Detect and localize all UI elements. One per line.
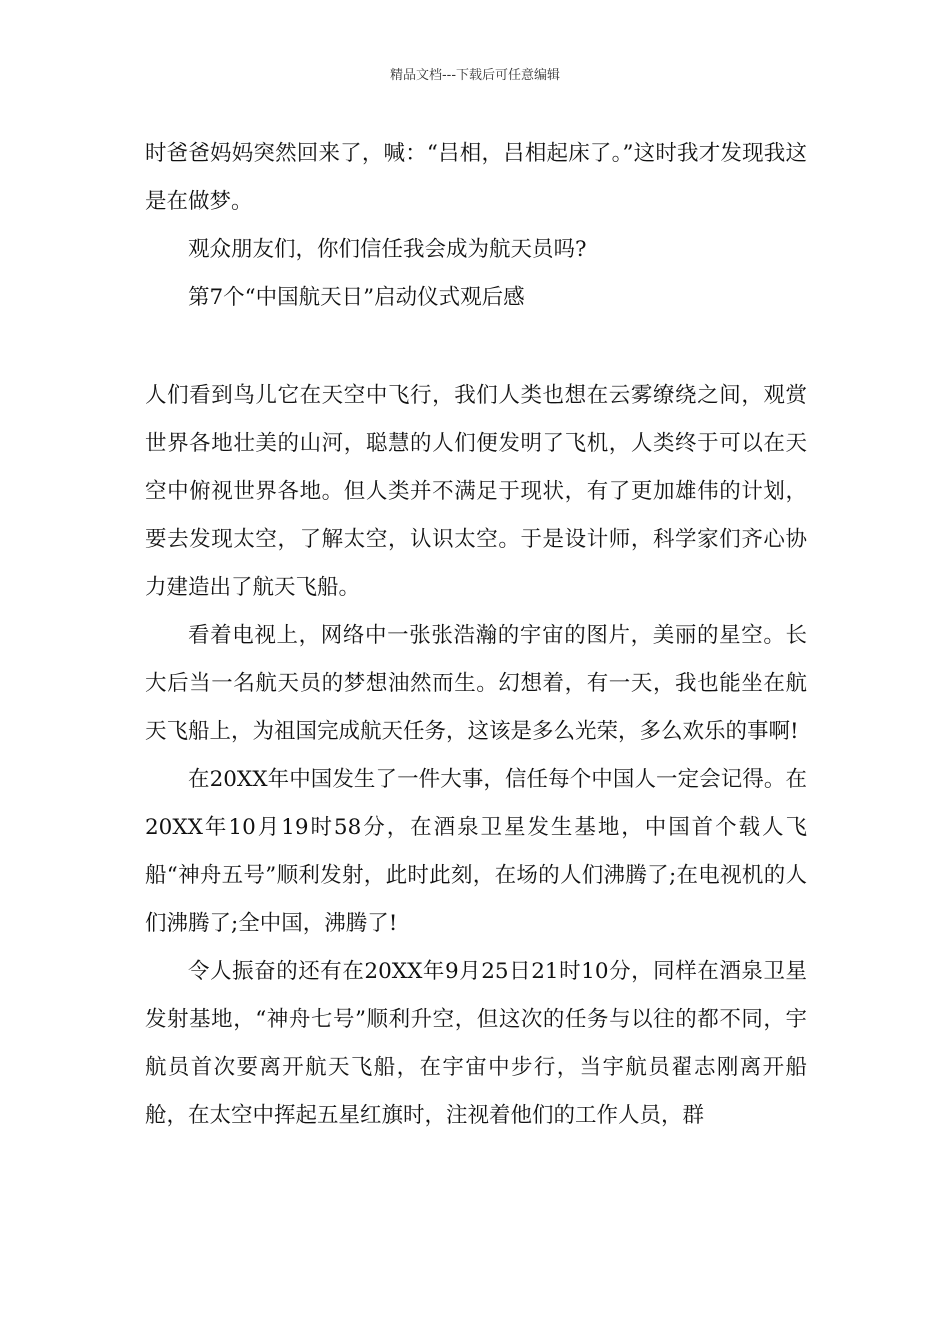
paragraph-flight-history: 人们看到鸟儿它在天空中飞行，我们人类也想在云雾缭绕之间，观赏世界各地壮美的山河，聪慧的人们便发明了飞机，人类终于可以在天空中俯视世界各地。但人类并不满足于现状，有了更加雄伟的计划，要去发现太空，了解太空，认识太空。于是设计师，科学家们齐心协力建造出了航天飞船。 xyxy=(145,383,807,600)
paragraph-shenzhou-seven: 令人振奋的还有在20XX年9月25日21时10分，同样在酒泉卫星发射基地，“神舟七号”顺利升空，但这次的任务与以往的都不同，宇航员首次要离开航天飞船，在宇宙中步行，当宇航员翟志刚离开船舱，在太空中挥起五星红旗时，注视着他们的工作人员，群 xyxy=(145,959,807,1128)
document-body xyxy=(145,130,807,1140)
paragraph-astronaut-dream: 看着电视上，网络中一张张浩瀚的宇宙的图片，美丽的星空。长大后当一名航天员的梦想油然而生。幻想着，有一天，我也能坐在航天飞船上，为祖国完成航天任务，这该是多么光荣，多么欢乐的事啊! xyxy=(145,623,807,744)
paragraph-dream-ending: 时爸爸妈妈突然回来了，喊：“吕相，吕相起床了。”这时我才发现我这是在做梦。 xyxy=(145,141,807,214)
page-header: 精品文档---下载后可任意编辑 xyxy=(389,68,561,83)
section-gap xyxy=(145,322,807,372)
paragraph-shenzhou-five: 在20XX年中国发生了一件大事，信任每个中国人一定会记得。在20XX年10月19时58分，在酒泉卫星发生基地，中国首个载人飞船“神舟五号”顺利发射，此时此刻，在场的人们沸腾了;在电视机的人们沸腾了;全中国，沸腾了! xyxy=(145,767,807,936)
paragraph-question: 观众朋友们，你们信任我会成为航天员吗? xyxy=(188,237,587,262)
article-title: 第7个“中国航天日”启动仪式观后感 xyxy=(188,285,525,310)
